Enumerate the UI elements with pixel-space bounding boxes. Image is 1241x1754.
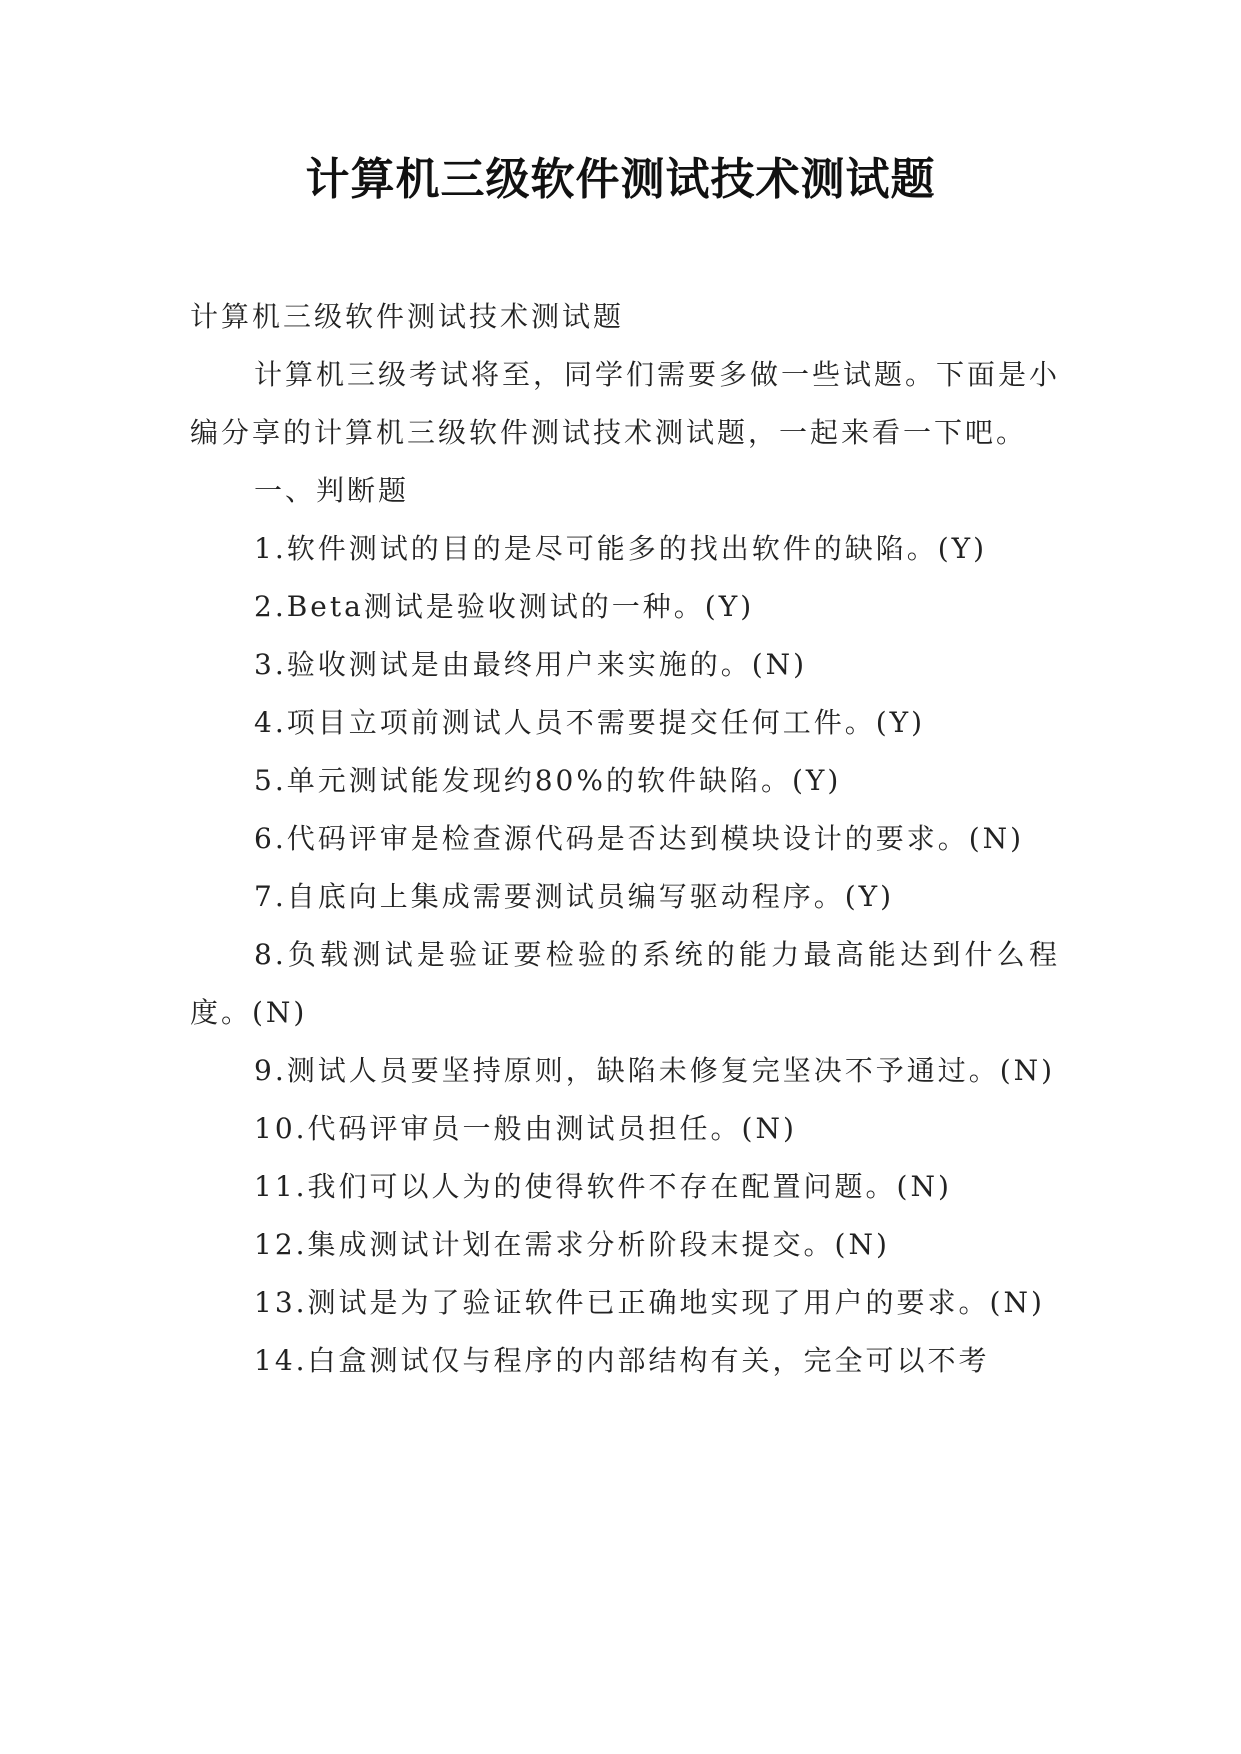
question-item: 5.单元测试能发现约80%的软件缺陷。(Y): [254, 764, 842, 797]
question-item: 14.白盒测试仅与程序的内部结构有关，完全可以不考: [254, 1344, 990, 1377]
question-item: 13.测试是为了验证软件已正确地实现了用户的要求。(N): [254, 1286, 1045, 1319]
question-item: 11.我们可以人为的使得软件不存在配置问题。(N): [254, 1170, 952, 1203]
question-item: 3.验收测试是由最终用户来实施的。(N): [254, 648, 808, 681]
document-title: 计算机三级软件测试技术测试题: [305, 154, 936, 205]
question-item: 12.集成测试计划在需求分析阶段末提交。(N): [254, 1228, 890, 1261]
question-item: 9.测试人员要坚持原则，缺陷未修复完坚决不予通过。(N): [254, 1054, 1056, 1087]
question-item: 4.项目立项前测试人员不需要提交任何工件。(Y): [254, 706, 926, 739]
question-item: 1.软件测试的目的是尽可能多的找出软件的缺陷。(Y): [254, 532, 988, 565]
intro-paragraph: 计算机三级考试将至，同学们需要多做一些试题。下面是小编分享的计算机三级软件测试技术测试题，一起来看一下吧。: [190, 358, 1061, 449]
document-subtitle: 计算机三级软件测试技术测试题: [190, 300, 625, 333]
section-heading: 一、判断题: [254, 474, 410, 507]
question-item: 6.代码评审是检查源代码是否达到模块设计的要求。(N): [254, 822, 1025, 855]
question-item: 7.自底向上集成需要测试员编写驱动程序。(Y): [254, 880, 895, 913]
question-item: 10.代码评审员一般由测试员担任。(N): [254, 1112, 797, 1145]
question-item: 2.Beta测试是验收测试的一种。(Y): [254, 590, 755, 623]
question-item: 8.负载测试是验证要检验的系统的能力最高能达到什么程度。(N): [190, 938, 1060, 1029]
document-body: [190, 288, 1060, 1390]
